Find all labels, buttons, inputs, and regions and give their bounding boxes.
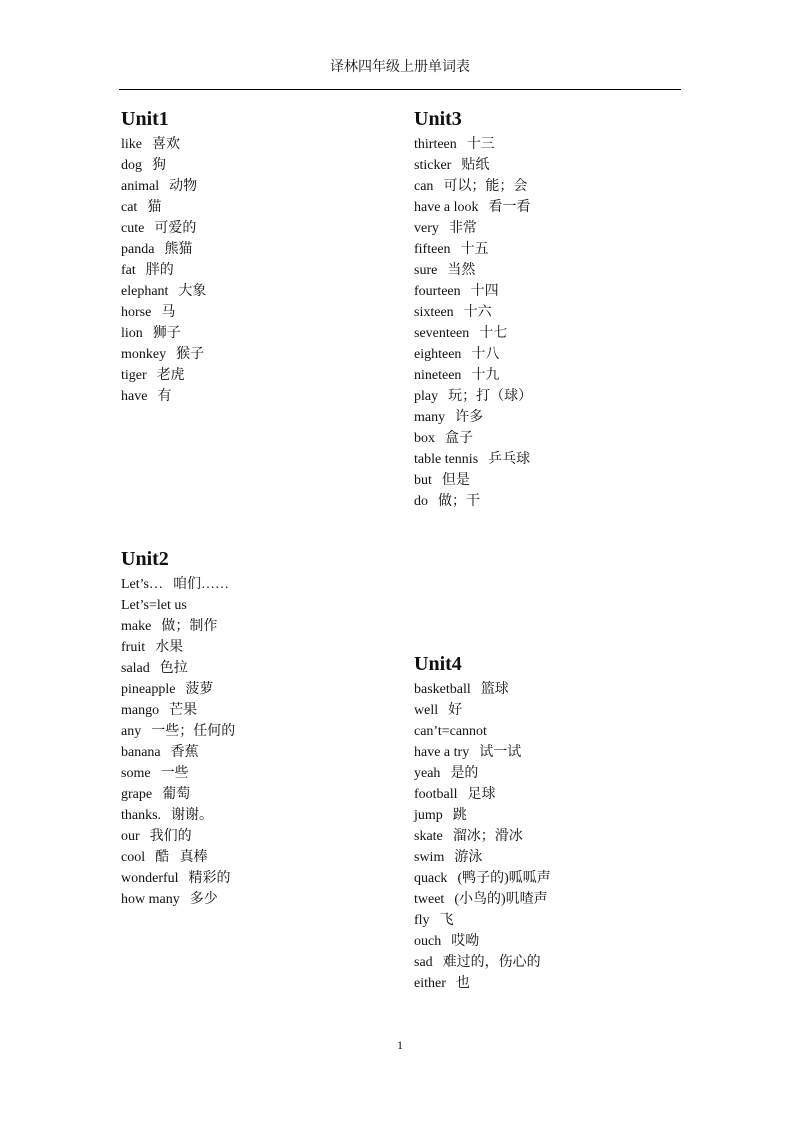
vocab-english: do xyxy=(414,494,428,509)
vocab-entry xyxy=(414,763,551,784)
vocab-entry xyxy=(121,889,235,910)
vocab-entry xyxy=(414,679,551,700)
unit1-word-list xyxy=(121,134,206,407)
vocab-chinese: 游泳 xyxy=(454,850,483,865)
vocab-chinese: 但是 xyxy=(441,473,470,488)
vocab-chinese: 十六 xyxy=(463,305,492,320)
vocab-chinese: 也 xyxy=(455,976,470,991)
vocab-chinese: 咱们…… xyxy=(173,577,229,592)
vocab-chinese: 谢谢。 xyxy=(171,808,214,823)
vocab-entry xyxy=(121,826,235,847)
unit3-section xyxy=(414,104,532,512)
vocab-english: can’t=cannot xyxy=(414,724,487,739)
vocab-chinese: 当然 xyxy=(447,263,476,278)
vocab-chinese: 熊猫 xyxy=(164,242,193,257)
vocab-chinese: 芒果 xyxy=(169,703,198,718)
unit4-title: Unit4 xyxy=(414,653,462,675)
vocab-entry xyxy=(414,302,532,323)
header-divider xyxy=(119,89,681,90)
vocab-entry xyxy=(414,218,532,239)
vocab-english: tiger xyxy=(121,368,147,383)
vocab-english: very xyxy=(414,221,439,236)
vocab-chinese: 菠萝 xyxy=(185,682,214,697)
vocab-english: grape xyxy=(121,787,153,802)
vocab-english: fourteen xyxy=(414,284,461,299)
vocab-english: Let’s=let us xyxy=(121,598,187,613)
vocab-chinese: 香蕉 xyxy=(170,745,199,760)
vocab-english: sticker xyxy=(414,158,452,173)
vocab-english: box xyxy=(414,431,435,446)
vocab-english: make xyxy=(121,619,152,634)
vocab-entry xyxy=(121,323,206,344)
vocab-entry xyxy=(121,658,235,679)
vocab-entry xyxy=(121,239,206,260)
vocab-entry xyxy=(414,407,532,428)
vocab-chinese: 葡萄 xyxy=(162,787,191,802)
vocab-entry xyxy=(414,910,551,931)
vocab-entry xyxy=(414,784,551,805)
vocab-entry xyxy=(121,847,235,868)
vocab-english: seventeen xyxy=(414,326,470,341)
vocab-english: animal xyxy=(121,179,160,194)
vocab-entry xyxy=(414,847,551,868)
vocab-entry xyxy=(121,784,235,805)
vocab-english: well xyxy=(414,703,439,718)
vocab-chinese: 有 xyxy=(157,389,172,404)
vocab-entry xyxy=(414,386,532,407)
vocab-chinese: 十三 xyxy=(466,137,495,152)
vocab-english: fat xyxy=(121,263,136,278)
vocab-entry xyxy=(121,260,206,281)
vocab-chinese: 一些；任何的 xyxy=(151,724,236,739)
vocab-entry xyxy=(414,428,532,449)
vocab-chinese: 胖的 xyxy=(145,263,174,278)
vocab-chinese: 猴子 xyxy=(176,347,205,362)
unit2-word-list xyxy=(121,574,235,910)
vocab-chinese: 做；干 xyxy=(438,494,480,509)
vocab-chinese: 我们的 xyxy=(149,829,192,844)
vocab-english: swim xyxy=(414,850,445,865)
vocab-entry xyxy=(414,323,532,344)
vocab-chinese: (小鸟的)叽喳声 xyxy=(454,892,548,907)
vocab-english: cute xyxy=(121,221,145,236)
vocab-english: fly xyxy=(414,913,430,928)
vocab-english: dog xyxy=(121,158,142,173)
vocab-chinese: 马 xyxy=(161,305,176,320)
vocab-english: monkey xyxy=(121,347,167,362)
vocab-entry xyxy=(121,197,206,218)
vocab-chinese: 可爱的 xyxy=(154,221,197,236)
vocab-chinese: 十九 xyxy=(471,368,500,383)
vocab-english: many xyxy=(414,410,446,425)
vocab-english: tweet xyxy=(414,892,445,907)
vocab-chinese: 哎呦 xyxy=(451,934,480,949)
vocab-english: pineapple xyxy=(121,682,176,697)
vocab-entry xyxy=(121,637,235,658)
vocab-entry xyxy=(121,742,235,763)
vocab-chinese: 十四 xyxy=(470,284,499,299)
vocab-entry xyxy=(121,344,206,365)
vocab-chinese: 十七 xyxy=(479,326,508,341)
vocab-entry xyxy=(121,700,235,721)
vocab-chinese: 乒乓球 xyxy=(488,452,531,467)
vocab-entry xyxy=(414,700,551,721)
vocab-chinese: 好 xyxy=(448,703,463,718)
vocab-chinese: 许多 xyxy=(455,410,484,425)
vocab-english: play xyxy=(414,389,439,404)
vocab-entry xyxy=(121,679,235,700)
vocab-english: fifteen xyxy=(414,242,451,257)
vocab-chinese: 猫 xyxy=(147,200,162,215)
vocab-english: skate xyxy=(414,829,443,844)
vocab-english: basketball xyxy=(414,682,471,697)
vocab-english: jump xyxy=(414,808,443,823)
vocab-entry xyxy=(121,365,206,386)
vocab-english: have a try xyxy=(414,745,470,760)
vocab-english: either xyxy=(414,976,446,991)
vocab-chinese: 多少 xyxy=(189,892,218,907)
vocab-english: have xyxy=(121,389,148,404)
vocab-chinese: 足球 xyxy=(467,787,496,802)
vocab-entry xyxy=(414,344,532,365)
vocab-english: horse xyxy=(121,305,152,320)
vocab-english: panda xyxy=(121,242,155,257)
vocab-chinese: 十八 xyxy=(471,347,500,362)
vocab-chinese: 可以；能；会 xyxy=(443,179,528,194)
vocab-entry xyxy=(414,931,551,952)
vocab-chinese: 酷 真棒 xyxy=(155,850,208,865)
vocab-english: have a look xyxy=(414,200,479,215)
unit1-section xyxy=(121,104,206,407)
vocab-entry xyxy=(414,805,551,826)
vocab-entry xyxy=(414,176,532,197)
unit2-section xyxy=(121,544,235,910)
vocab-english: quack xyxy=(414,871,448,886)
vocab-chinese: 精彩的 xyxy=(188,871,231,886)
vocab-entry xyxy=(414,197,532,218)
vocab-chinese: 看一看 xyxy=(488,200,531,215)
vocab-entry xyxy=(414,742,551,763)
unit4-section xyxy=(414,649,551,994)
vocab-entry xyxy=(414,470,532,491)
vocab-english: how many xyxy=(121,892,180,907)
vocab-entry xyxy=(414,721,551,742)
vocab-entry xyxy=(121,763,235,784)
vocab-chinese: 是的 xyxy=(450,766,479,781)
vocab-entry xyxy=(121,595,235,616)
vocab-entry xyxy=(121,176,206,197)
vocab-entry xyxy=(414,155,532,176)
vocab-entry xyxy=(121,386,206,407)
vocab-entry xyxy=(414,365,532,386)
vocab-english: can xyxy=(414,179,434,194)
vocab-chinese: 试一试 xyxy=(479,745,522,760)
unit4-word-list xyxy=(414,679,551,994)
vocab-entry xyxy=(121,868,235,889)
vocab-chinese: 溜冰；滑冰 xyxy=(452,829,523,844)
vocab-entry xyxy=(414,239,532,260)
page-number: 1 xyxy=(397,1038,403,1052)
vocab-chinese: 贴纸 xyxy=(461,158,490,173)
vocab-chinese: 飞 xyxy=(439,913,454,928)
unit2-title: Unit2 xyxy=(121,548,169,570)
vocab-chinese: 篮球 xyxy=(480,682,509,697)
vocab-chinese: 非常 xyxy=(448,221,477,236)
vocab-english: football xyxy=(414,787,458,802)
vocab-english: nineteen xyxy=(414,368,462,383)
vocab-entry xyxy=(414,281,532,302)
vocab-english: yeah xyxy=(414,766,441,781)
vocab-chinese: 色拉 xyxy=(159,661,188,676)
page-title: 译林四年级上册单词表 xyxy=(330,60,470,75)
vocab-english: but xyxy=(414,473,432,488)
vocab-english: cool xyxy=(121,850,146,865)
vocab-chinese: 难过的，伤心的 xyxy=(442,955,541,970)
vocab-entry xyxy=(121,218,206,239)
vocab-english: sure xyxy=(414,263,438,278)
vocab-chinese: 一些 xyxy=(160,766,189,781)
vocab-entry xyxy=(121,574,235,595)
vocab-entry xyxy=(414,973,551,994)
vocab-english: banana xyxy=(121,745,161,760)
vocab-english: thanks. xyxy=(121,808,162,823)
vocab-english: some xyxy=(121,766,151,781)
vocab-chinese: (鸭子的)呱呱声 xyxy=(457,871,551,886)
vocab-english: eighteen xyxy=(414,347,462,362)
vocab-entry xyxy=(121,281,206,302)
vocab-entry xyxy=(414,260,532,281)
vocab-chinese: 狮子 xyxy=(152,326,181,341)
vocab-chinese: 玩；打（球） xyxy=(448,389,533,404)
vocab-english: like xyxy=(121,137,142,152)
vocab-chinese: 老虎 xyxy=(156,368,185,383)
vocab-chinese: 跳 xyxy=(452,808,467,823)
vocab-entry xyxy=(414,491,532,512)
vocab-chinese: 十五 xyxy=(460,242,489,257)
unit1-title: Unit1 xyxy=(121,108,169,130)
vocab-english: Let’s… xyxy=(121,577,163,592)
vocab-chinese: 动物 xyxy=(169,179,198,194)
vocab-chinese: 水果 xyxy=(155,640,184,655)
vocab-english: mango xyxy=(121,703,160,718)
vocab-entry xyxy=(414,952,551,973)
vocab-english: elephant xyxy=(121,284,169,299)
unit3-word-list xyxy=(414,134,532,512)
vocab-chinese: 做；制作 xyxy=(161,619,218,634)
vocab-english: sixteen xyxy=(414,305,454,320)
vocab-english: lion xyxy=(121,326,143,341)
vocab-entry xyxy=(414,449,532,470)
vocab-entry xyxy=(121,155,206,176)
vocab-english: our xyxy=(121,829,140,844)
vocab-entry xyxy=(121,616,235,637)
vocab-english: thirteen xyxy=(414,137,457,152)
vocab-entry xyxy=(414,889,551,910)
vocab-english: table tennis xyxy=(414,452,479,467)
vocab-english: fruit xyxy=(121,640,146,655)
vocab-english: ouch xyxy=(414,934,442,949)
vocab-entry xyxy=(414,826,551,847)
unit3-title: Unit3 xyxy=(414,108,462,130)
vocab-entry xyxy=(121,805,235,826)
vocab-entry xyxy=(414,134,532,155)
vocab-english: salad xyxy=(121,661,150,676)
vocab-english: any xyxy=(121,724,142,739)
vocab-chinese: 狗 xyxy=(152,158,166,173)
vocab-entry xyxy=(414,868,551,889)
vocab-english: sad xyxy=(414,955,433,970)
vocab-entry xyxy=(121,721,235,742)
vocab-chinese: 喜欢 xyxy=(152,137,180,152)
vocab-entry xyxy=(121,302,206,323)
vocab-english: wonderful xyxy=(121,871,179,886)
vocab-chinese: 盒子 xyxy=(445,431,473,446)
vocab-chinese: 大象 xyxy=(178,284,207,299)
vocab-english: cat xyxy=(121,200,138,215)
vocab-entry xyxy=(121,134,206,155)
